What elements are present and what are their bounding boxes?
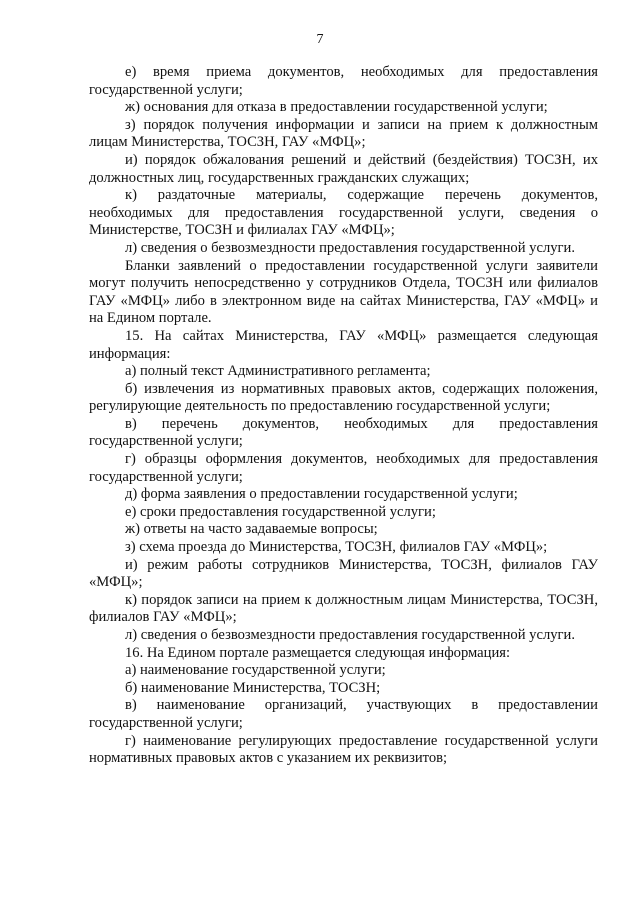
paragraph-section-15: 15. На сайтах Министерства, ГАУ «МФЦ» размещается следующая информация: bbox=[89, 327, 598, 362]
paragraph-item-k-appointment-booking: к) порядок записи на прием к должностным лицам Министерства, ТОСЗН, филиалов ГАУ «МФЦ»; bbox=[89, 591, 598, 626]
paragraph-item-d-application-form: д) форма заявления о предоставлении государственной услуги; bbox=[125, 486, 518, 503]
paragraph-item-i-working-hours: и) режим работы сотрудников Министерства, ТОСЗН, филиалов ГАУ «МФЦ»; bbox=[89, 556, 598, 591]
paragraph-item-i-appeal-procedure: и) порядок обжалования решений и действий (бездействия) ТОСЗН, их должностных лиц, государственных гражданских служащих; bbox=[89, 151, 598, 186]
page-number: 7 bbox=[316, 32, 324, 47]
paragraph-item-z-appointment-procedure: з) порядок получения информации и записи на прием к должностным лицам Министерства, ТОСЗН, ГАУ «МФЦ»; bbox=[89, 116, 598, 151]
paragraph-item-zh-refusal-grounds: ж) основания для отказа в предоставлении государственной услуги; bbox=[125, 99, 548, 116]
paragraph-section-16: 16. На Едином портале размещается следующая информация: bbox=[125, 644, 511, 661]
paragraph-item-zh-faq: ж) ответы на часто задаваемые вопросы; bbox=[125, 521, 378, 538]
paragraph-item-g-legal-acts: г) наименование регулирующих предоставление государственной услуги нормативных правовых актов с указанием их реквизитов; bbox=[89, 732, 598, 767]
paragraph-item-b-ministry-name: б) наименование Министерства, ТОСЗН; bbox=[125, 679, 381, 696]
paragraph-item-v-organizations: в) наименование организаций, участвующих в предоставлении государственной услуги; bbox=[89, 697, 598, 731]
paragraph-item-l-free-of-charge-2: л) сведения о безвозмездности предоставления государственной услуги. bbox=[125, 627, 575, 643]
document-body bbox=[89, 64, 598, 768]
paragraph-item-e-reception-time: е) время приема документов, необходимых для предоставления государственной услуги; bbox=[89, 64, 598, 98]
paragraph-item-a-service-name: а) наименование государственной услуги; bbox=[125, 662, 386, 679]
paragraph-item-e-service-terms: е) сроки предоставления государственной услуги; bbox=[125, 503, 436, 520]
paragraph-item-g-document-samples: г) образцы оформления документов, необходимых для предоставления государственной услуги; bbox=[89, 451, 598, 485]
paragraph-item-a-full-text: а) полный текст Административного регламента; bbox=[125, 363, 431, 380]
paragraph-item-b-extracts: б) извлечения из нормативных правовых актов, содержащих положения, регулирующие деятельность по предоставлению государственной услуги; bbox=[89, 380, 598, 415]
paragraph-item-v-document-list: в) перечень документов, необходимых для предоставления государственной услуги; bbox=[89, 415, 598, 450]
paragraph-item-k-handout-materials: к) раздаточные материалы, содержащие перечень документов, необходимых для предоставления государственной услуги, сведения о Министерстве, ТОСЗН и филиалах ГАУ «МФЦ»; bbox=[89, 187, 598, 239]
paragraph-item-l-free-of-charge: л) сведения о безвозмездности предоставления государственной услуги. bbox=[125, 239, 575, 256]
paragraph-application-forms: Бланки заявлений о предоставлении государственной услуги заявители могут получить непосредственно у сотрудников Отдела, ТОСЗН или филиалов ГАУ «МФЦ» либо в электронном виде на сайтах Министерства, ГАУ «МФЦ» и на Едином портале. bbox=[89, 257, 598, 327]
paragraph-item-z-directions: з) схема проезда до Министерства, ТОСЗН, филиалов ГАУ «МФЦ»; bbox=[125, 539, 548, 556]
